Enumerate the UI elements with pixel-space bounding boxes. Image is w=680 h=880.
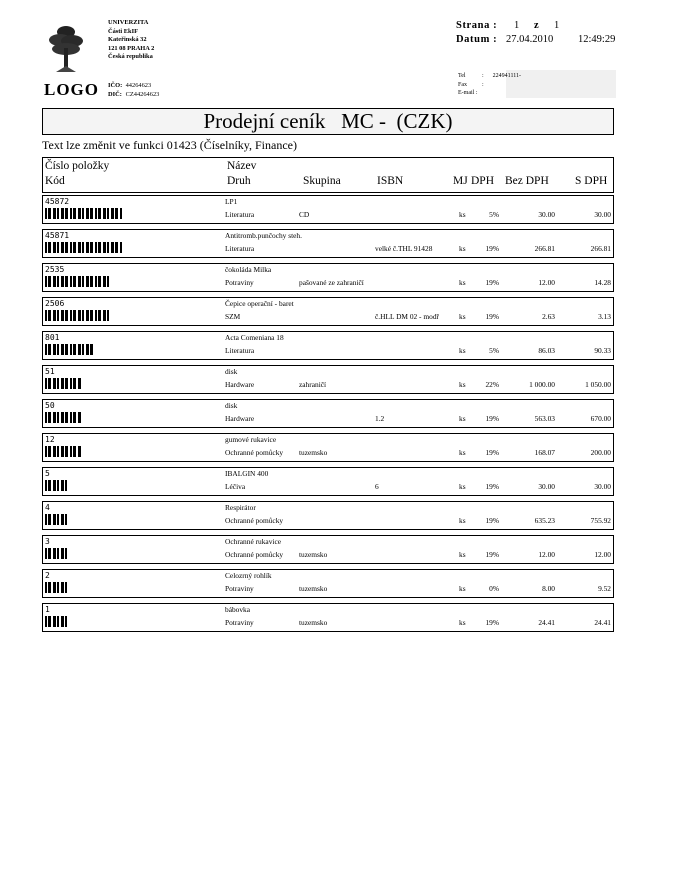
col-mj: MJ <box>453 175 468 187</box>
item-name: Respirátor <box>225 503 256 512</box>
col-s-dph: S DPH <box>575 175 608 187</box>
item-dph: 22% <box>485 380 499 389</box>
barcode-icon <box>45 548 67 559</box>
col-bez-dph: Bez DPH <box>505 175 549 187</box>
col-dph: DPH <box>471 175 495 187</box>
item-druh: Ochranné pomůcky <box>225 550 284 559</box>
item-mj: ks <box>459 414 466 423</box>
dic-label: DIČ: <box>108 91 122 98</box>
item-skupina: tuzemsko <box>299 448 328 457</box>
item-mj: ks <box>459 618 466 627</box>
item-skupina: tuzemsko <box>299 550 328 559</box>
item-dph: 5% <box>489 210 499 219</box>
item-s-dph: 1 050.00 <box>585 380 611 389</box>
subtitle: Text lze změnit ve funkci 01423 (Číselníky, Finance) <box>42 138 297 152</box>
barcode-icon <box>45 582 67 593</box>
col-druh: Druh <box>227 175 251 187</box>
item-number: 12 <box>45 435 55 444</box>
barcode-icon <box>45 208 123 219</box>
barcode-icon <box>45 514 67 525</box>
table-row <box>42 195 614 224</box>
item-isbn: 1.2 <box>375 414 385 423</box>
item-mj: ks <box>459 448 466 457</box>
page-info <box>456 20 616 48</box>
item-dph: 19% <box>485 482 499 491</box>
contact-info: Tel : 224941111- Fax : E-mail : <box>458 73 522 97</box>
table-row <box>42 297 614 326</box>
item-number: 45872 <box>45 197 70 206</box>
item-name: Ochranné rukavice <box>225 537 282 546</box>
date-label: Datum : <box>456 34 498 45</box>
item-isbn: velké č.THL 91428 <box>375 244 433 253</box>
item-s-dph: 30.00 <box>594 482 611 491</box>
item-isbn: č.HLL DM 02 - modř <box>375 312 439 321</box>
item-druh: SZM <box>225 312 241 321</box>
col-cislo: Číslo položky <box>45 160 110 172</box>
item-name: IBALGIN 400 <box>225 469 269 478</box>
item-s-dph: 3.13 <box>598 312 611 321</box>
item-bez-dph: 12.00 <box>538 550 555 559</box>
item-s-dph: 14.28 <box>594 278 611 287</box>
table-row <box>42 263 614 292</box>
item-druh: Potraviny <box>225 618 254 627</box>
item-dph: 19% <box>485 244 499 253</box>
item-dph: 19% <box>485 312 499 321</box>
item-bez-dph: 30.00 <box>538 210 555 219</box>
item-name: Acta Comeniana 18 <box>225 333 284 342</box>
item-name: Celozrný rohlík <box>225 571 272 580</box>
item-s-dph: 30.00 <box>594 210 611 219</box>
item-mj: ks <box>459 278 466 287</box>
item-name: LP1 <box>225 197 238 206</box>
item-druh: Literatura <box>225 210 255 219</box>
col-nazev: Název <box>227 160 257 172</box>
item-druh: Hardware <box>225 414 255 423</box>
item-s-dph: 90.33 <box>594 346 611 355</box>
item-bez-dph: 266.81 <box>534 244 555 253</box>
item-name: bábovka <box>225 605 251 614</box>
item-bez-dph: 168.07 <box>534 448 555 457</box>
item-skupina: tuzemsko <box>299 584 328 593</box>
item-bez-dph: 635.23 <box>534 516 555 525</box>
item-mj: ks <box>459 584 466 593</box>
dic-value: CZ44264623 <box>125 91 160 98</box>
item-number: 2535 <box>45 265 65 274</box>
item-number: 4 <box>45 503 50 512</box>
item-mj: ks <box>459 380 466 389</box>
item-mj: ks <box>459 210 466 219</box>
item-druh: Literatura <box>225 346 255 355</box>
tree-logo-icon <box>48 24 84 74</box>
item-bez-dph: 86.03 <box>538 346 555 355</box>
item-name: Čepice operační - baret <box>225 299 294 308</box>
item-number: 45871 <box>45 231 70 240</box>
item-dph: 19% <box>485 414 499 423</box>
item-dph: 0% <box>489 584 499 593</box>
table-row <box>42 365 614 394</box>
item-dph: 19% <box>485 618 499 627</box>
time-value: 12:49:29 <box>578 34 616 45</box>
item-skupina: tuzemsko <box>299 618 328 627</box>
table-row <box>42 535 614 564</box>
col-skupina: Skupina <box>303 175 341 187</box>
barcode-icon <box>45 378 81 389</box>
item-name: gumové rukavice <box>225 435 277 444</box>
item-bez-dph: 1 000.00 <box>529 380 555 389</box>
item-druh: Hardware <box>225 380 255 389</box>
item-bez-dph: 30.00 <box>538 482 555 491</box>
table-row <box>42 569 614 598</box>
item-mj: ks <box>459 516 466 525</box>
item-skupina: CD <box>299 210 310 219</box>
address-line: Části EkIF <box>108 27 139 35</box>
barcode-icon <box>45 276 109 287</box>
item-number: 5 <box>45 469 50 478</box>
item-mj: ks <box>459 482 466 491</box>
item-dph: 5% <box>489 346 499 355</box>
email-label: E-mail : <box>458 90 478 97</box>
page-title: Prodejní ceník MC - (CZK) <box>42 108 614 135</box>
item-dph: 19% <box>485 550 499 559</box>
col-kod: Kód <box>45 175 65 187</box>
table-row <box>42 433 614 462</box>
item-number: 2506 <box>45 299 65 308</box>
col-isbn: ISBN <box>377 175 404 187</box>
item-number: 801 <box>45 333 60 342</box>
table-row <box>42 603 614 632</box>
ico-label: IČO: <box>108 82 123 89</box>
table-row <box>42 501 614 530</box>
item-druh: Literatura <box>225 244 255 253</box>
item-bez-dph: 12.00 <box>538 278 555 287</box>
item-isbn: 6 <box>375 482 379 491</box>
page-label: Strana : <box>456 20 498 31</box>
barcode-icon <box>45 344 95 355</box>
item-bez-dph: 563.03 <box>534 414 555 423</box>
barcode-icon <box>45 480 67 491</box>
barcode-icon <box>45 446 81 457</box>
address-line: 121 08 PRAHA 2 <box>108 44 155 52</box>
page-total: 1 <box>554 20 560 31</box>
item-name: disk <box>225 401 238 410</box>
item-druh: Léčiva <box>225 482 246 491</box>
company-address <box>108 19 154 62</box>
company-ids <box>108 81 159 99</box>
item-skupina: zahraničí <box>299 380 327 389</box>
contact-values-box <box>506 70 616 98</box>
item-bez-dph: 24.41 <box>538 618 555 627</box>
item-bez-dph: 2.63 <box>542 312 555 321</box>
address-line: Kateřinská 32 <box>108 36 147 44</box>
item-s-dph: 670.00 <box>590 414 611 423</box>
address-line: Česká republika <box>108 53 153 61</box>
item-number: 2 <box>45 571 50 580</box>
item-name: Antitromb.punčochy steh. <box>225 231 302 240</box>
item-dph: 19% <box>485 278 499 287</box>
fax-label: Fax <box>458 81 467 88</box>
barcode-icon <box>45 616 67 627</box>
item-s-dph: 755.92 <box>590 516 611 525</box>
item-s-dph: 200.00 <box>590 448 611 457</box>
item-mj: ks <box>459 346 466 355</box>
page-of: z <box>534 20 539 31</box>
item-number: 50 <box>45 401 55 410</box>
item-bez-dph: 8.00 <box>542 584 555 593</box>
logo-text: LOGO <box>44 80 100 99</box>
item-mj: ks <box>459 244 466 253</box>
item-s-dph: 9.52 <box>598 584 611 593</box>
item-number: 51 <box>45 367 55 376</box>
item-s-dph: 24.41 <box>594 618 611 627</box>
date-value: 27.04.2010 <box>506 34 554 45</box>
table-row <box>42 229 614 258</box>
item-number: 3 <box>45 537 50 546</box>
item-druh: Ochranné pomůcky <box>225 448 284 457</box>
table-header <box>42 157 614 193</box>
item-skupina: pašované ze zahraničí <box>299 278 364 287</box>
item-druh: Ochranné pomůcky <box>225 516 284 525</box>
item-dph: 19% <box>485 448 499 457</box>
barcode-icon <box>45 310 109 321</box>
table-row <box>42 467 614 496</box>
barcode-icon <box>45 412 81 423</box>
page-current: 1 <box>514 20 520 31</box>
item-druh: Potraviny <box>225 584 254 593</box>
barcode-icon <box>45 242 123 253</box>
tel-value: 224941111- <box>492 73 522 79</box>
tel-label: Tel <box>458 73 466 79</box>
item-mj: ks <box>459 312 466 321</box>
item-number: 1 <box>45 605 50 614</box>
item-mj: ks <box>459 550 466 559</box>
item-dph: 19% <box>485 516 499 525</box>
ico-value: 44264623 <box>125 82 152 89</box>
table-row <box>42 331 614 360</box>
item-s-dph: 12.00 <box>594 550 611 559</box>
item-s-dph: 266.81 <box>590 244 611 253</box>
address-line: UNIVERZITA <box>108 19 149 26</box>
item-name: čokoláda Milka <box>225 265 272 274</box>
table-row <box>42 399 614 428</box>
item-druh: Potraviny <box>225 278 254 287</box>
item-name: disk <box>225 367 238 376</box>
